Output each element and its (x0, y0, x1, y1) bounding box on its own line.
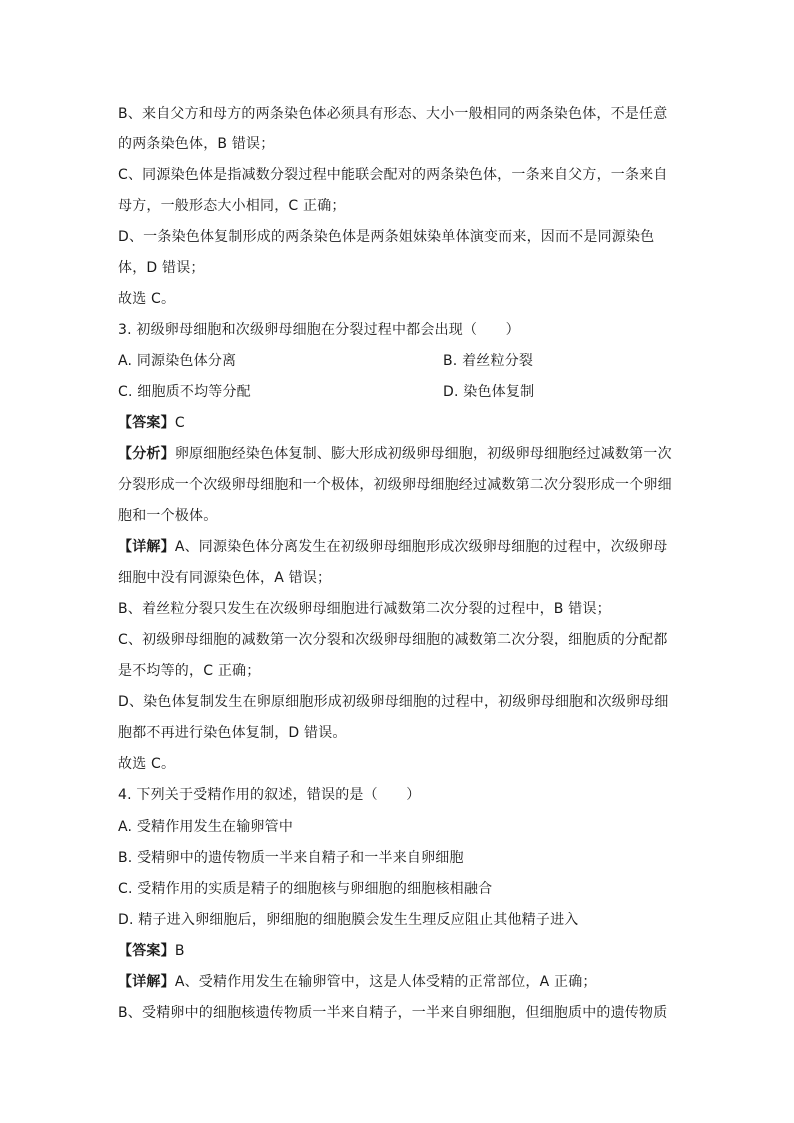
q4-option-c: C. 受精作用的实质是精子的细胞核与卵细胞的细胞核相融合 (118, 881, 493, 897)
detail-label: 【详解】 (118, 539, 175, 555)
text-line: 的两条染色体，B 错误； (118, 136, 275, 152)
analysis-text: 卵原细胞经染色体复制、膨大形成初级卵母细胞，初级卵母细胞经过减数第一次 (174, 446, 672, 462)
detail-text: A、同源染色体分离发生在初级卵母细胞形成次级卵母细胞的过程中，次级卵母 (174, 539, 668, 555)
text-line: 分裂形成一个次级卵母细胞和一个极体，初级卵母细胞经过减数第二次分裂形成一个卵细 (118, 477, 672, 493)
q3-option-b: B. 着丝粒分裂 (443, 353, 534, 369)
q3-option-c: C. 细胞质不均等分配 (118, 384, 251, 400)
text-line: 母方，一般形态大小相同，C 正确； (118, 198, 346, 214)
text-line: 胞和一个极体。 (118, 508, 218, 524)
text-line: 胞都不再进行染色体复制，D 错误。 (118, 725, 347, 741)
text-line: C、同源染色体是指减数分裂过程中能联会配对的两条染色体，一条来自父方，一条来自 (118, 167, 668, 183)
q4-option-a: A. 受精作用发生在输卵管中 (118, 819, 294, 835)
q4-option-b: B. 受精卵中的遗传物质一半来自精子和一半来自卵细胞 (118, 850, 464, 866)
text-line: B、受精卵中的细胞核遗传物质一半来自精子，一半来自卵细胞，但细胞质中的遗传物质 (118, 1005, 668, 1021)
q4-detail (118, 972, 597, 992)
analysis-label: 【分析】 (118, 446, 175, 462)
q4-answer (118, 941, 185, 961)
text-line: B、着丝粒分裂只发生在次级卵母细胞进行减数第二次分裂的过程中，B 错误； (118, 601, 611, 617)
q3-option-d: D. 染色体复制 (443, 384, 535, 400)
detail-text: A、受精作用发生在输卵管中，这是人体受精的正常部位，A 正确； (174, 974, 597, 990)
text-line: C、初级卵母细胞的减数第一次分裂和次级卵母细胞的减数第二次分裂，细胞质的分配都 (118, 632, 668, 648)
q3-analysis (118, 444, 672, 464)
text-line: 体，D 错误； (118, 260, 205, 276)
detail-label: 【详解】 (118, 974, 175, 990)
q4-option-d: D. 精子进入卵细胞后，卵细胞的细胞膜会发生生理反应阻止其他精子进入 (118, 912, 579, 928)
question-3-stem: 3. 初级卵母细胞和次级卵母细胞在分裂过程中都会出现（ ） (118, 322, 520, 338)
text-line: D、染色体复制发生在卵原细胞形成初级卵母细胞的过程中，初级卵母细胞和次级卵母细 (118, 694, 669, 710)
text-line: D、一条染色体复制形成的两条染色体是两条姐妹染单体演变而来，因而不是同源染色 (118, 229, 655, 245)
answer-value: B (174, 943, 185, 959)
q3-option-a: A. 同源染色体分离 (118, 353, 237, 369)
text-line: 故选 C。 (118, 291, 176, 307)
answer-label: 【答案】 (118, 415, 175, 431)
text-line: 是不均等的，C 正确； (118, 663, 261, 679)
q3-detail (118, 537, 667, 557)
answer-value: C (174, 415, 185, 431)
q3-answer (118, 413, 185, 433)
text-line: 故选 C。 (118, 756, 176, 772)
answer-label: 【答案】 (118, 943, 175, 959)
text-line: B、来自父方和母方的两条染色体必须具有形态、大小一般相同的两条染色体，不是任意 (118, 106, 668, 122)
text-line: 细胞中没有同源染色体，A 错误； (118, 570, 332, 586)
question-4-stem: 4. 下列关于受精作用的叙述，错误的是（ ） (118, 787, 421, 803)
